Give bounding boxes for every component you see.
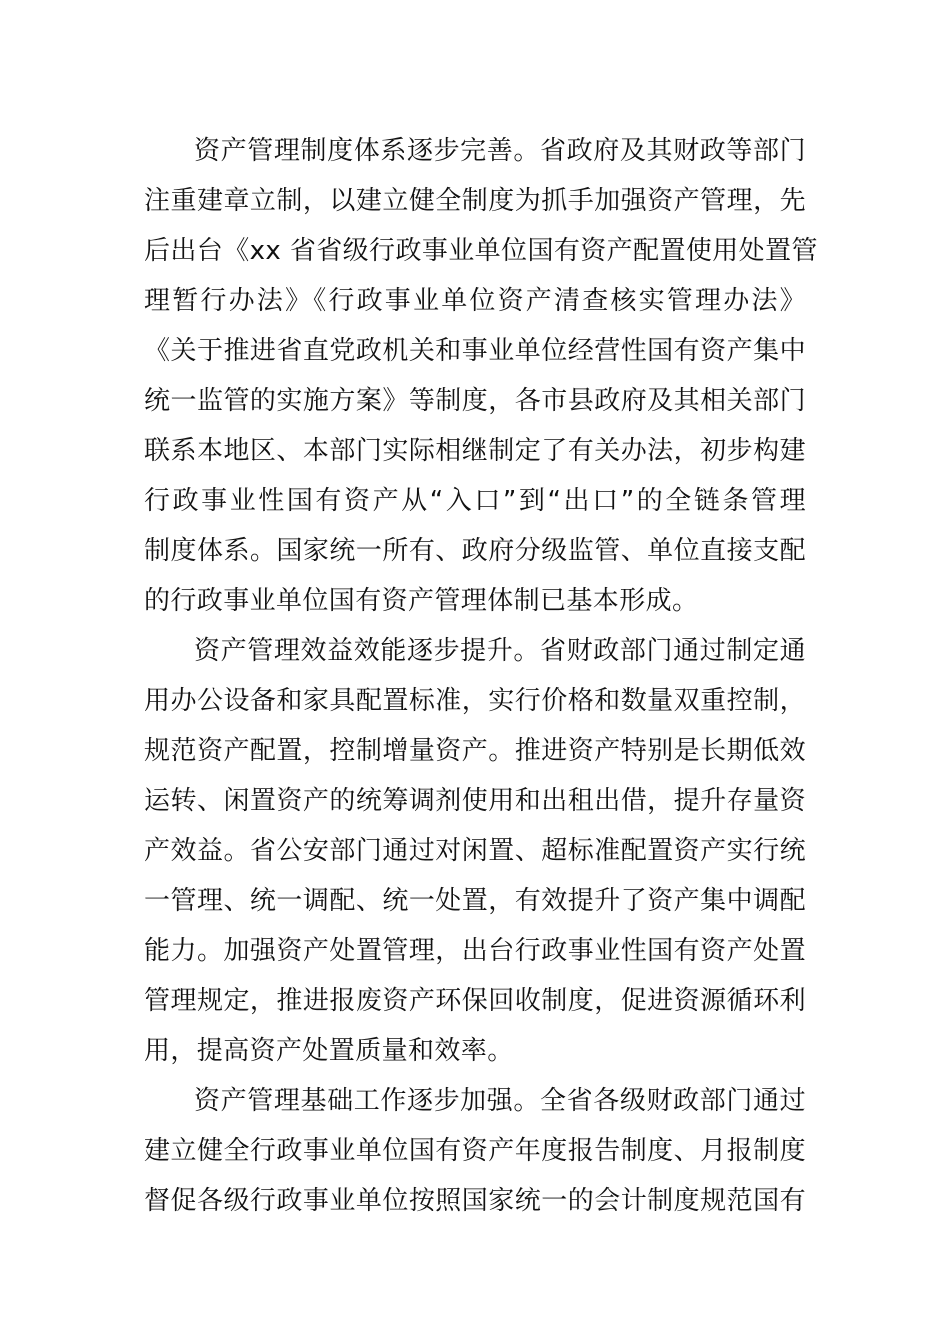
paragraph-2-line-7: 能力。加强资产处置管理，出台行政事业性国有资产处置 bbox=[144, 936, 806, 966]
paragraph-2-line-4: 运转、闲置资产的统筹调剂使用和出租出借，提升存量资 bbox=[144, 786, 806, 816]
paragraph-2-line-2: 用办公设备和家具配置标准，实行价格和数量双重控制， bbox=[144, 686, 806, 716]
paragraph-2-line-8: 管理规定，推进报废资产环保回收制度，促进资源循环利 bbox=[144, 986, 806, 1016]
paragraph-2-line-9: 用，提高资产处置质量和效率。 bbox=[144, 1036, 514, 1066]
paragraph-1-line-8: 行政事业性国有资产从“入口”到“出口”的全链条管理 bbox=[144, 486, 806, 516]
paragraph-2-line-1: 资产管理效益效能逐步提升。省财政部门通过制定通 bbox=[194, 636, 806, 666]
paragraph-2-line-5: 产效益。省公安部门通过对闲置、超标准配置资产实行统 bbox=[144, 836, 806, 866]
paragraph-1-line-6: 统一监管的实施方案》等制度，各市县政府及其相关部门 bbox=[144, 386, 806, 416]
paragraph-1-line-1: 资产管理制度体系逐步完善。省政府及其财政等部门 bbox=[194, 136, 806, 166]
paragraph-1-line-9: 制度体系。国家统一所有、政府分级监管、单位直接支配 bbox=[144, 536, 806, 566]
paragraph-1-line-3: 后出台《xx 省省级行政事业单位国有资产配置使用处置管 bbox=[144, 236, 818, 266]
paragraph-3-line-1: 资产管理基础工作逐步加强。全省各级财政部门通过 bbox=[194, 1086, 806, 1116]
paragraph-1-line-7: 联系本地区、本部门实际相继制定了有关办法，初步构建 bbox=[144, 436, 806, 466]
paragraph-1-line-4: 理暂行办法》《行政事业单位资产清查核实管理办法》 bbox=[144, 286, 806, 316]
paragraph-3-line-3: 督促各级行政事业单位按照国家统一的会计制度规范国有 bbox=[144, 1186, 806, 1216]
paragraph-1-line-5: 《关于推进省直党政机关和事业单位经营性国有资产集中 bbox=[144, 336, 806, 366]
paragraph-1-line-10: 的行政事业单位国有资产管理体制已基本形成。 bbox=[144, 586, 699, 616]
paragraph-2-line-6: 一管理、统一调配、统一处置，有效提升了资产集中调配 bbox=[144, 886, 806, 916]
paragraph-3-line-2: 建立健全行政事业单位国有资产年度报告制度、月报制度 bbox=[144, 1136, 806, 1166]
paragraph-1-line-2: 注重建章立制，以建立健全制度为抓手加强资产管理，先 bbox=[144, 186, 806, 216]
paragraph-2-line-3: 规范资产配置，控制增量资产。推进资产特别是长期低效 bbox=[144, 736, 806, 766]
